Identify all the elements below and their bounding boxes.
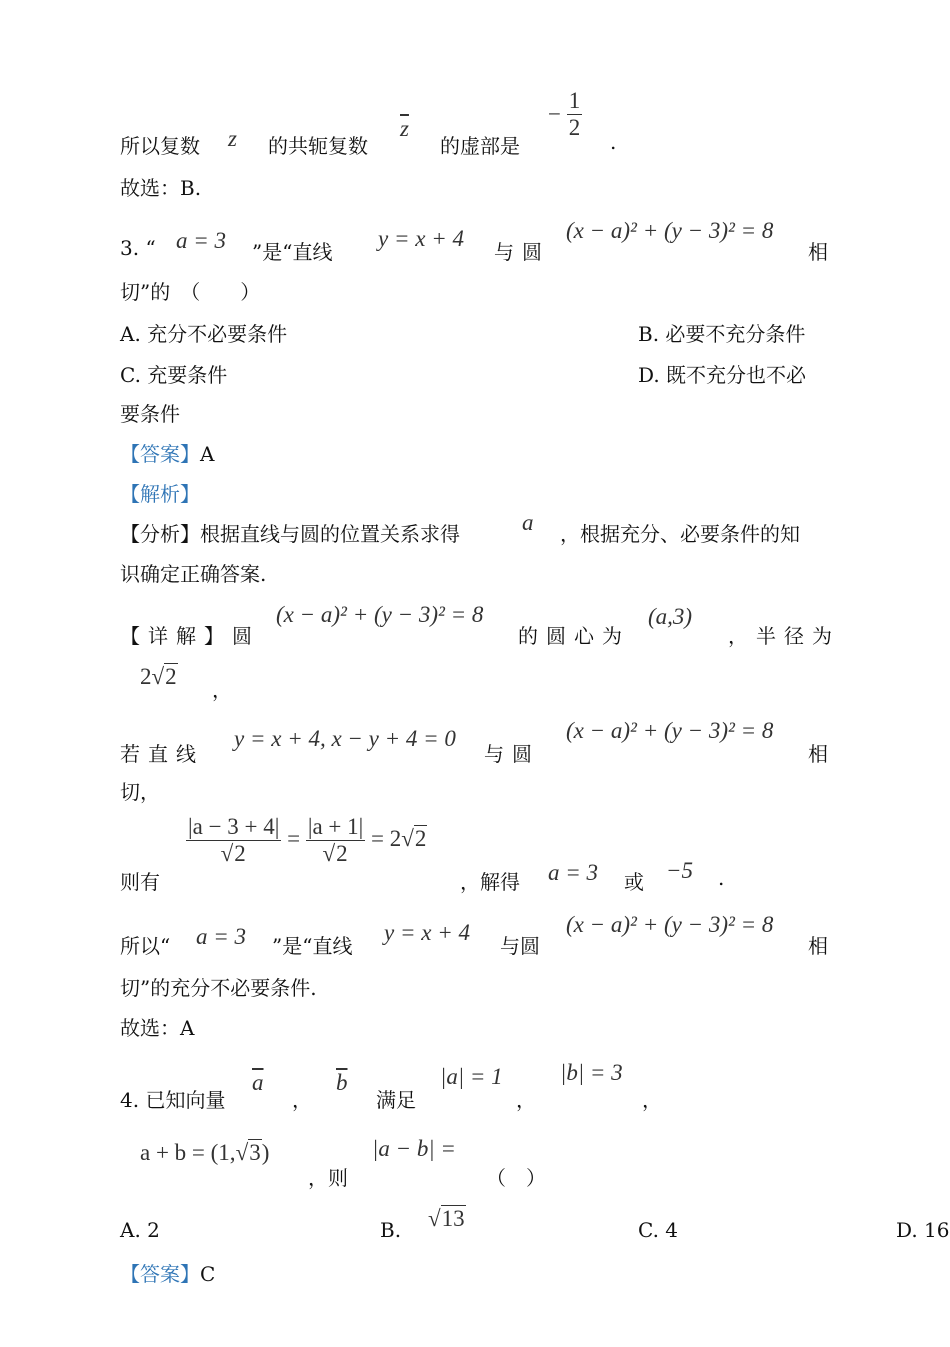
option-c: C. 4 (638, 1218, 679, 1242)
math-expr: a = 3 (176, 228, 227, 253)
math-magnitude-b: |b| = 3 (560, 1060, 623, 1085)
text-line: ，则 (308, 1166, 348, 1190)
answer-label: 【答案】 (120, 1262, 200, 1286)
option-d-continued: 要条件 (120, 402, 180, 426)
answer-label: 【答案】 (120, 442, 200, 466)
text-line: 满足 (376, 1088, 416, 1112)
comma: ， (516, 1088, 536, 1112)
math-expr: a = 3 (196, 924, 247, 949)
text-line: 与圆 (500, 934, 540, 958)
text-line: 所以复数 (120, 134, 200, 158)
question-4-number: 4. 已知向量 (120, 1088, 226, 1112)
text-line: ”是“直线 (252, 240, 333, 264)
math-circle-equation: (x − a)² + (y − 3)² = 8 (566, 218, 774, 243)
answer-blank: （ ） (486, 1166, 546, 1190)
analysis-text: 【分析】根据直线与圆的位置关系求得 (120, 522, 460, 546)
text-line: 与圆 (494, 240, 550, 264)
text-line: 若直线 (120, 742, 204, 766)
math-circle-equation: (x − a)² + (y − 3)² = 8 (566, 718, 774, 743)
text-line: 相 (808, 934, 828, 958)
math-expr: y = x + 4 (378, 226, 464, 251)
period: . (610, 130, 617, 154)
text-line: ，解得 (460, 870, 520, 894)
math-circle-equation: (x − a)² + (y − 3)² = 8 (566, 912, 774, 937)
option-b: B. (380, 1218, 402, 1242)
answer-value: A (200, 442, 215, 466)
vector-b: $\overline{b}$ (336, 1070, 348, 1095)
math-circle-equation: (x − a)² + (y − 3)² = 8 (276, 602, 484, 627)
text-line: 则有 (120, 870, 160, 894)
option-b: B. 必要不充分条件 (638, 322, 806, 346)
comma: ， (212, 678, 232, 702)
math-z-conjugate: $\overline{z}$ (400, 116, 409, 141)
math-expr: y = x + 4 (384, 920, 470, 945)
math-vector-diff: |a − b| = (372, 1136, 456, 1161)
detail-label: 【详解】圆 (120, 624, 260, 648)
period: . (718, 866, 725, 890)
text-line: ，半径为 (728, 624, 840, 648)
text-line: 故选：B. (120, 176, 202, 200)
option-a: A. 充分不必要条件 (120, 322, 288, 346)
math-lines: y = x + 4, x − y + 4 = 0 (234, 726, 456, 751)
math-center: (a,3) (648, 604, 693, 629)
math-expr: a = 3 (548, 860, 599, 885)
option-a: A. 2 (120, 1218, 160, 1242)
answer-line (120, 1258, 215, 1287)
answer-value: C (200, 1262, 216, 1286)
math-vector-sum: a + b = (1,√3) (140, 1140, 270, 1165)
text-line: 的共轭复数 (268, 134, 368, 158)
analysis-text: 识确定正确答案. (120, 562, 267, 586)
text-line: 相 (808, 240, 828, 264)
text-line: 的虚部是 (440, 134, 520, 158)
math-radius: 2√2 (140, 664, 177, 689)
math-z: z (228, 126, 237, 151)
text-line: 的圆心为 (518, 624, 630, 648)
text-line: 切”的充分不必要条件. (120, 976, 317, 1000)
text-line: 故选：A (120, 1016, 195, 1040)
math-magnitude-a: |a| = 1 (440, 1064, 503, 1089)
math-fraction: − $\frac{1}{2}$ (548, 88, 581, 140)
answer-line (120, 438, 214, 467)
analysis-label: 【解析】 (120, 482, 200, 506)
text-line: 与圆 (484, 742, 540, 766)
question-3-tail: 切”的 （ ） (120, 280, 261, 304)
math-distance-formula: $\frac{|a - 3 + 4|}{√2}$ = $\frac{|a + 1|}{√2}$ = 2√2 (188, 814, 427, 866)
math-sqrt-13: √13 (428, 1206, 465, 1231)
text-line: 所以“ (120, 934, 171, 958)
option-d: D. 16 (896, 1218, 950, 1242)
comma: ， (292, 1088, 312, 1112)
text-line: 相 (808, 742, 828, 766)
option-d: D. 既不充分也不必 (638, 363, 807, 387)
analysis-text: ，根据充分、必要条件的知 (560, 522, 800, 546)
text-line: ”是“直线 (272, 934, 353, 958)
option-c: C. 充要条件 (120, 363, 228, 387)
math-expr: −5 (666, 858, 694, 883)
text-line: 切， (120, 780, 160, 804)
vector-a: $\overline{a}$ (252, 1070, 264, 1095)
question-3-number: 3. “ (120, 236, 156, 260)
text-line: 或 (624, 870, 644, 894)
math-a: a (522, 510, 534, 535)
comma: ， (642, 1088, 662, 1112)
